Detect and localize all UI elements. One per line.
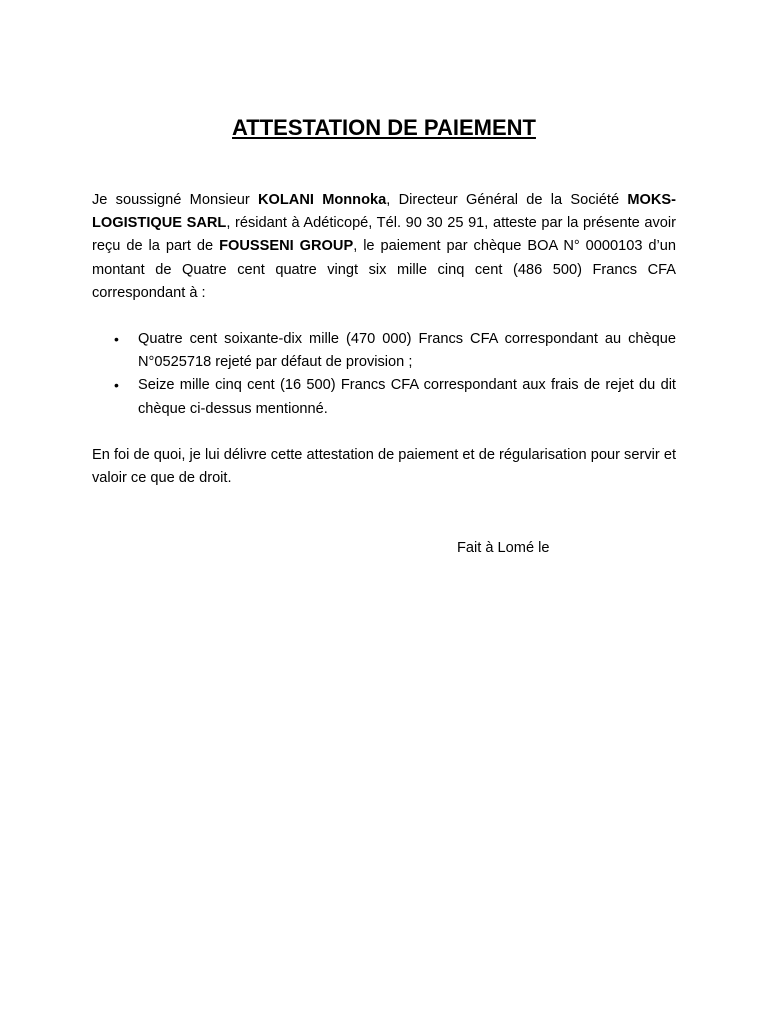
payment-breakdown-list <box>92 328 676 421</box>
list-item <box>92 374 676 420</box>
intro-paragraph <box>92 189 676 305</box>
list-item <box>92 328 676 374</box>
payer-name: FOUSSENI GROUP <box>219 238 354 255</box>
bullet-icon: • <box>114 331 119 348</box>
intro-text-3: , résidant à Adéticopé, Tél. 90 30 25 91, atteste par la présente avoir reçu de la part de <box>92 215 677 255</box>
document-title: ATTESTATION DE PAIEMENT <box>232 115 536 140</box>
signature-line: Fait à Lomé le <box>457 540 550 557</box>
closing-paragraph: En foi de quoi, je lui délivre cette attestation de paiement et de régularisation pour servir et valoir ce que de droit. <box>92 446 676 487</box>
intro-text-2: , Directeur Général de la Société <box>386 192 628 208</box>
list-item-text: Quatre cent soixante-dix mille (470 000) Francs CFA correspondant au chèque N°0525718 rejeté par défaut de provision ; <box>138 331 676 371</box>
company-name: MOKS-LOGISTIQUE SARL <box>92 192 676 232</box>
intro-text-4: , le paiement par chèque BOA N° 0000103 d’un montant de Quatre cent quatre vingt six mille cinq cent (486 500) Francs CFA correspondant à : <box>92 238 676 301</box>
intro-text-1: Je soussigné Monsieur <box>92 192 258 208</box>
bullet-icon: • <box>114 377 119 394</box>
signatory-name: KOLANI Monnoka <box>257 192 387 208</box>
list-item-text: Seize mille cinq cent (16 500) Francs CFA correspondant aux frais de rejet du dit chèque ci-dessus mentionné. <box>138 377 676 417</box>
